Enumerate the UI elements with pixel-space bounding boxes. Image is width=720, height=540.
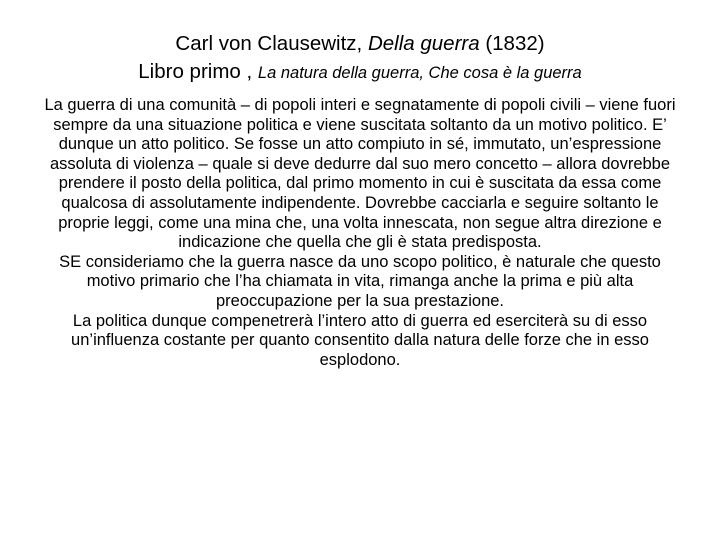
title-year: (1832)	[479, 32, 545, 55]
title-book: Libro primo ,	[138, 60, 258, 83]
quote-paragraph-3: La politica dunque compenetrerà l’intero atto di guerra ed eserciterà su di esso un’influenza costante per quanto consentito dalla natura delle forze che in esso esplodono.	[71, 311, 649, 369]
title-author: Carl von Clausewitz,	[175, 32, 368, 55]
title-line-1	[0, 30, 720, 58]
quote-paragraph-1: La guerra di una comunità – di popoli interi e segnatamente di popoli civili – viene fuori sempre da una situazione politica e viene suscitata soltanto da un motivo politico. E’ dunque un atto politico. Se fosse un atto compiuto in sé, immutato, un’espressione assoluta di violenza – quale si deve dedurre dal suo mero concetto – allora dovrebbe prendere il posto della politica, dal primo momento in cui è suscitata da essa come qualcosa di assolutamente indipendente. Dovrebbe cacciarla e seguire soltanto le proprie leggi, come una mina che, una volta innescata, non segue altra direzione e indicazione che quella che gli è stata predisposta.	[44, 96, 676, 252]
slide-title	[0, 30, 720, 87]
title-chapter: La natura della guerra, Che cosa è la guerra	[257, 64, 582, 82]
title-work: Della guerra	[367, 32, 480, 55]
title-line-2	[0, 58, 720, 87]
quote-body	[40, 96, 680, 370]
quote-paragraph-2: SE consideriamo che la guerra nasce da uno scopo politico, è naturale che questo motivo primario che l’ha chiamata in vita, rimanga anche la prima e più alta preoccupazione per la sua prestazione.	[59, 252, 661, 310]
